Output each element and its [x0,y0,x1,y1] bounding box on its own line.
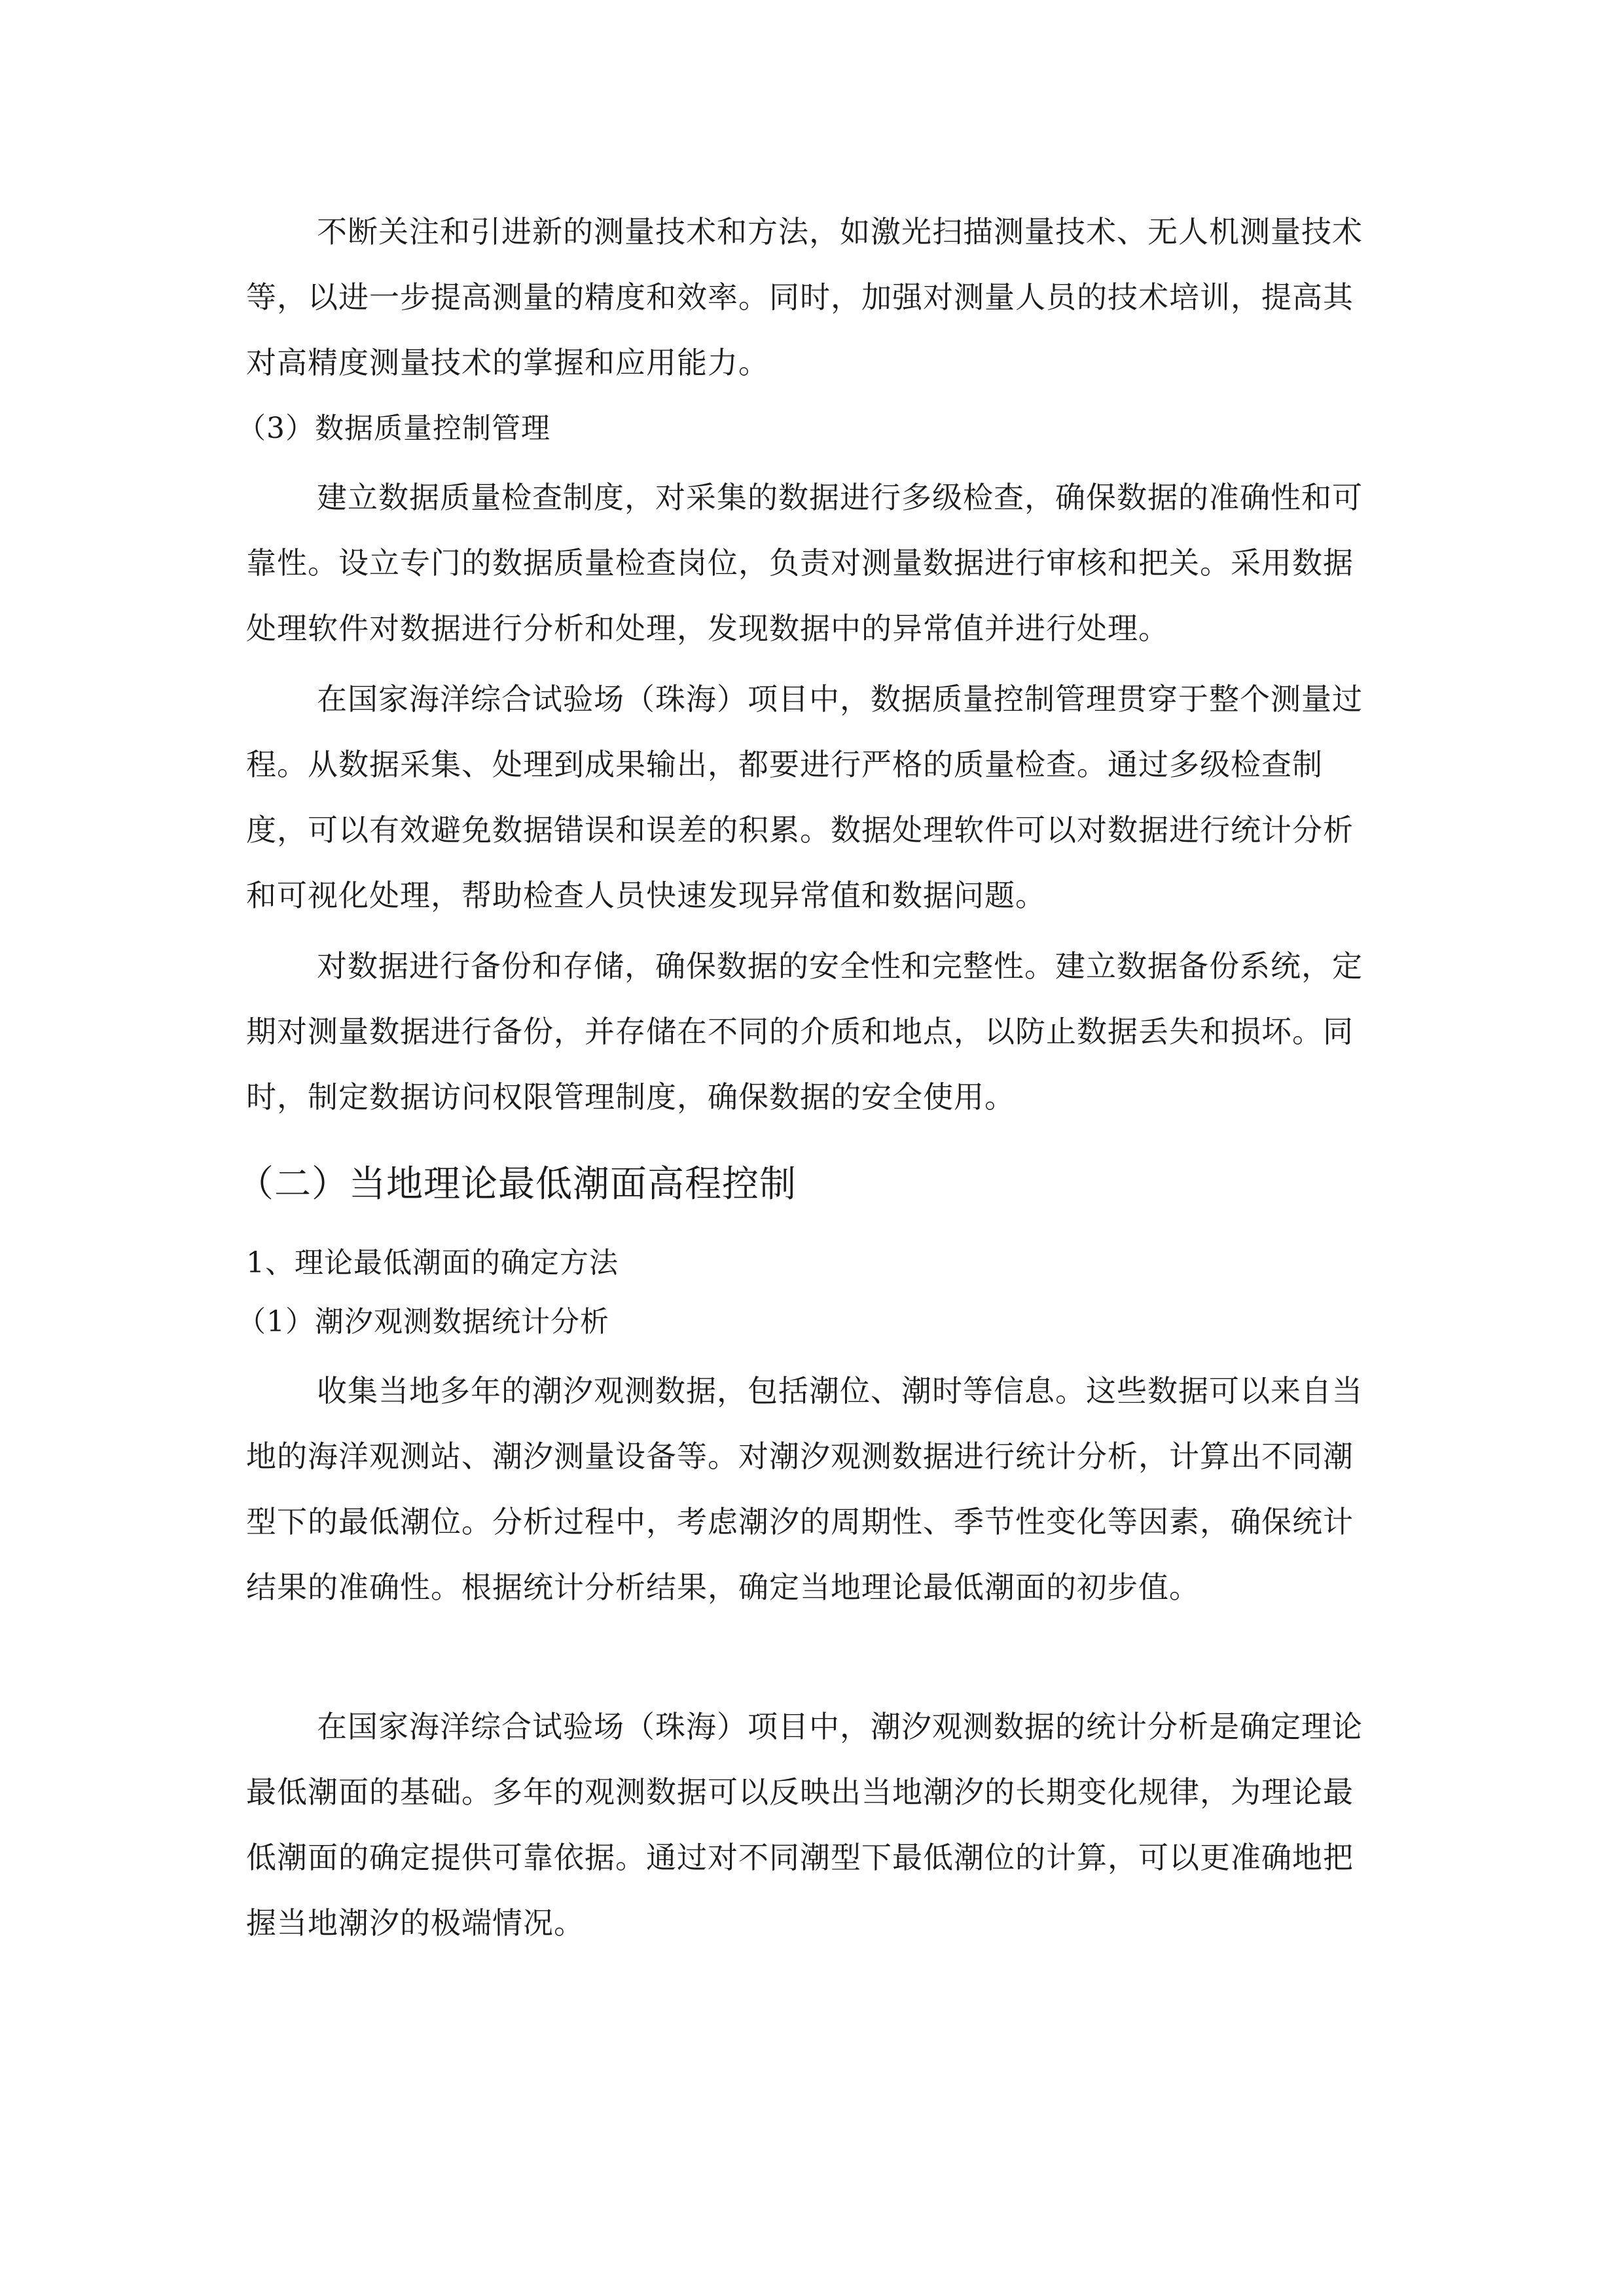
paragraph-zhuhai-quality-control: 在国家海洋综合试验场（珠海）项目中，数据质量控制管理贯穿于整个测量过程。从数据采集、处理到成果输出，都要进行严格的质量检查。通过多级检查制度，可以有效避免数据错误和误差的积累。数据处理软件可以对数据进行统计分析和可视化处理，帮助检查人员快速发现异常值和数据问题。 [246,681,1363,913]
paragraph-tide-data-collection: 收集当地多年的潮汐观测数据，包括潮位、潮时等信息。这些数据可以来自当地的海洋观测站、潮汐测量设备等。对潮汐观测数据进行统计分析，计算出不同潮型下的最低潮位。分析过程中，考虑潮汐的周期性、季节性变化等因素，确保统计结果的准确性。根据统计分析结果，确定当地理论最低潮面的初步值。 [246,1373,1363,1605]
section-heading-lowest-tide: （二）当地理论最低潮面高程控制 [237,1163,797,1206]
paragraph-measurement-tech: 不断关注和引进新的测量技术和方法，如激光扫描测量技术、无人机测量技术等，以进一步提高测量的精度和效率。同时，加强对测量人员的技术培训，提高其对高精度测量技术的掌握和应用能力。 [246,214,1363,380]
paragraph-zhuhai-tide-analysis: 在国家海洋综合试验场（珠海）项目中，潮汐观测数据的统计分析是确定理论最低潮面的基础。多年的观测数据可以反映出当地潮汐的长期变化规律，为理论最低潮面的确定提供可靠依据。通过对不同潮型下最低潮位的计算，可以更准确地把握当地潮汐的极端情况。 [246,1709,1363,1941]
paragraph-quality-check-system: 建立数据质量检查制度，对采集的数据进行多级检查，确保数据的准确性和可靠性。设立专门的数据质量检查岗位，负责对测量数据进行审核和把关。采用数据处理软件对数据进行分析和处理，发现数据中的异常值并进行处理。 [246,480,1363,646]
paragraph-data-backup: 对数据进行备份和存储，确保数据的安全性和完整性。建立数据备份系统，定期对测量数据进行备份，并存储在不同的介质和地点，以防止数据丢失和损坏。同时，制定数据访问权限管理制度，确保数据的安全使用。 [246,948,1363,1115]
subheading-tide-statistics: （1）潮汐观测数据统计分析 [237,1305,609,1338]
heading-determination-method: 1、理论最低潮面的确定方法 [246,1246,619,1280]
subheading-data-quality-control: （3）数据质量控制管理 [237,412,550,445]
